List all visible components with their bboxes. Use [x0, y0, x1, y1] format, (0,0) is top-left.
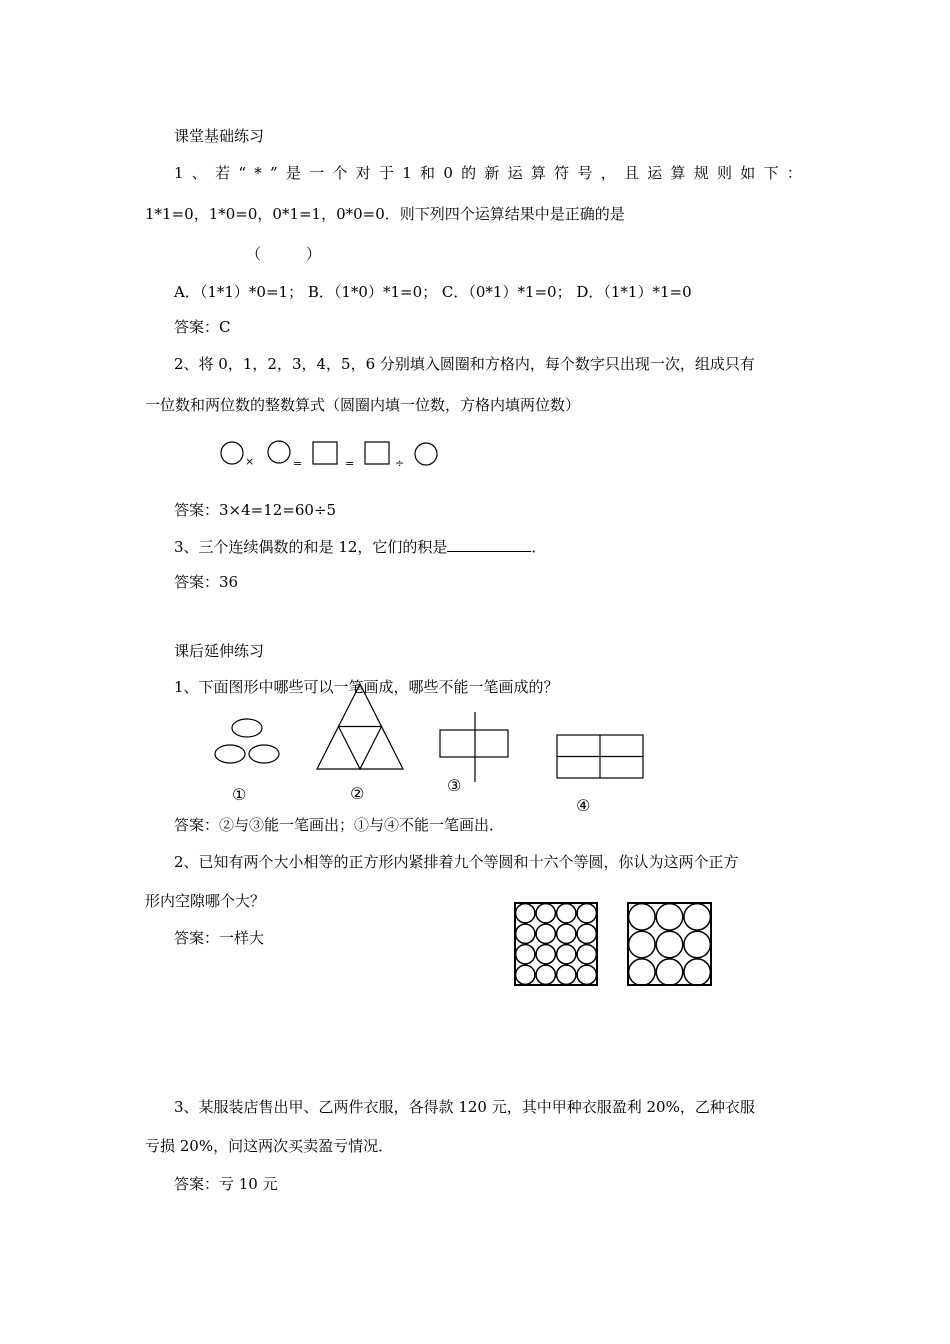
packed-circle: [656, 959, 682, 985]
e3-line1: 3、某服装店售出甲、乙两件衣服，各得款 120 元，其中甲种衣服盈利 20%，乙种衣服: [174, 1098, 755, 1116]
packed-circle: [516, 924, 535, 943]
circle-blank-1: [221, 442, 243, 464]
packed-circle: [516, 945, 535, 964]
e1-text: 1、下面图形中哪些可以一笔画成，哪些不能一笔画成的？: [174, 678, 559, 696]
q1-options: A．（1*1）*0=1； B．（1*0）*1=0； C．（0*1）*1=0； D．（1*1）*1=0: [174, 283, 692, 301]
equals-sign-1: =: [293, 457, 303, 470]
e1-answer: 答案：②与③能一笔画出；①与④不能一笔画出．: [174, 816, 505, 834]
packed-circle: [577, 904, 596, 923]
q1-char: 是: [285, 164, 301, 182]
q1-char: 0: [443, 164, 453, 182]
e3-answer: 答案：亏 10 元: [174, 1175, 278, 1193]
q1-char: “: [238, 164, 246, 182]
packing-9-circles: [628, 903, 711, 985]
packed-circle: [656, 904, 682, 930]
square-blank-2: [365, 442, 389, 464]
q1-char: 的: [461, 164, 477, 182]
figure-label-3: ③: [447, 776, 462, 795]
packed-circle: [536, 945, 555, 964]
q1-char: 号: [577, 164, 593, 182]
q1-char: 、: [191, 164, 207, 182]
q1-paren: （ ）: [246, 245, 322, 263]
q1-char: ：: [786, 164, 802, 182]
q1-char: 于: [378, 164, 394, 182]
q1-char: 1: [174, 164, 184, 182]
section1-title: 课堂基础练习: [174, 127, 265, 145]
packed-circle: [684, 904, 710, 930]
q2-answer: 答案：3×4=12=60÷5: [174, 501, 337, 519]
q1-char: 1: [402, 164, 412, 182]
packed-circle: [629, 959, 655, 985]
e2-line2: 形内空隙哪个大？: [145, 892, 266, 910]
circle-blank-2: [268, 441, 290, 463]
q1-char: ，: [600, 164, 616, 182]
q2-line2: 一位数和两位数的整数算式（圆圈内填一位数，方格内填两位数）: [145, 396, 581, 414]
e2-answer: 答案：一样大: [174, 929, 265, 947]
square-blank-1: [313, 442, 337, 464]
q1-char: 如: [740, 164, 756, 182]
packed-circle: [536, 965, 555, 984]
q3-text: 3、三个连续偶数的和是 12，它们的积是: [174, 538, 448, 556]
figure-label-2: ②: [350, 784, 365, 803]
packing-16-circles: [515, 903, 597, 985]
equals-sign-2: =: [345, 457, 355, 470]
q1-char: 且: [623, 164, 639, 182]
packed-circle: [629, 931, 655, 957]
q1-line1: [174, 163, 802, 183]
packed-circle: [557, 924, 576, 943]
q3-line: [174, 537, 546, 557]
q1-char: 运: [507, 164, 523, 182]
e3-line2: 亏损 20%，问这两次买卖盈亏情况．: [145, 1137, 394, 1155]
packed-circle: [577, 945, 596, 964]
figure-label-4: ④: [576, 796, 591, 815]
packed-circle: [577, 965, 596, 984]
q3-end: ．: [531, 538, 547, 556]
q1-answer: 答案：C: [174, 318, 231, 336]
circle-blank-3: [415, 443, 437, 465]
q1-char: 新: [484, 164, 500, 182]
q1-char: 算: [670, 164, 686, 182]
packed-circle: [557, 904, 576, 923]
q1-char: 下: [763, 164, 779, 182]
times-sign: ×: [245, 455, 255, 468]
q1-char: 对: [355, 164, 371, 182]
q1-char: 算: [530, 164, 546, 182]
q2-line1: 2、将 0，1，2，3，4，5，6 分别填入圆圈和方格内，每个数字只出现一次，组成只有: [174, 355, 755, 373]
divide-sign: ÷: [395, 457, 405, 470]
q1-line2: 1*1=0，1*0=0，0*1=1，0*0=0．则下列四个运算结果中是正确的是: [145, 205, 625, 223]
packed-circle: [684, 959, 710, 985]
figure-3-cross-rect: [440, 712, 508, 782]
q1-char: ”: [270, 164, 278, 182]
packed-circle: [629, 904, 655, 930]
answer-blank-line: [447, 537, 531, 552]
packed-circle: [557, 945, 576, 964]
figure-1-ellipses: [215, 719, 279, 763]
packed-circle: [577, 924, 596, 943]
q1-char: 个: [332, 164, 348, 182]
packed-circle: [557, 965, 576, 984]
q1-char: 则: [717, 164, 733, 182]
q1-char: 和: [420, 164, 436, 182]
packed-circle: [516, 965, 535, 984]
packed-circle: [656, 931, 682, 957]
q1-char: 运: [647, 164, 663, 182]
packed-circle: [684, 931, 710, 957]
section2-title: 课后延伸练习: [174, 642, 265, 660]
e2-line1: 2、已知有两个大小相等的正方形内紧排着九个等圆和十六个等圆，你认为这两个正方: [174, 853, 739, 871]
q1-char: 一: [309, 164, 325, 182]
figure-label-1: ①: [232, 785, 247, 804]
q1-char: 符: [554, 164, 570, 182]
q1-char: 若: [215, 164, 231, 182]
packed-circle: [536, 924, 555, 943]
q3-answer: 答案：36: [174, 573, 239, 591]
q1-char: *: [254, 164, 262, 182]
q1-char: 规: [693, 164, 709, 182]
figure-4-grid: [557, 735, 643, 778]
packed-circle: [536, 904, 555, 923]
packed-circle: [516, 904, 535, 923]
